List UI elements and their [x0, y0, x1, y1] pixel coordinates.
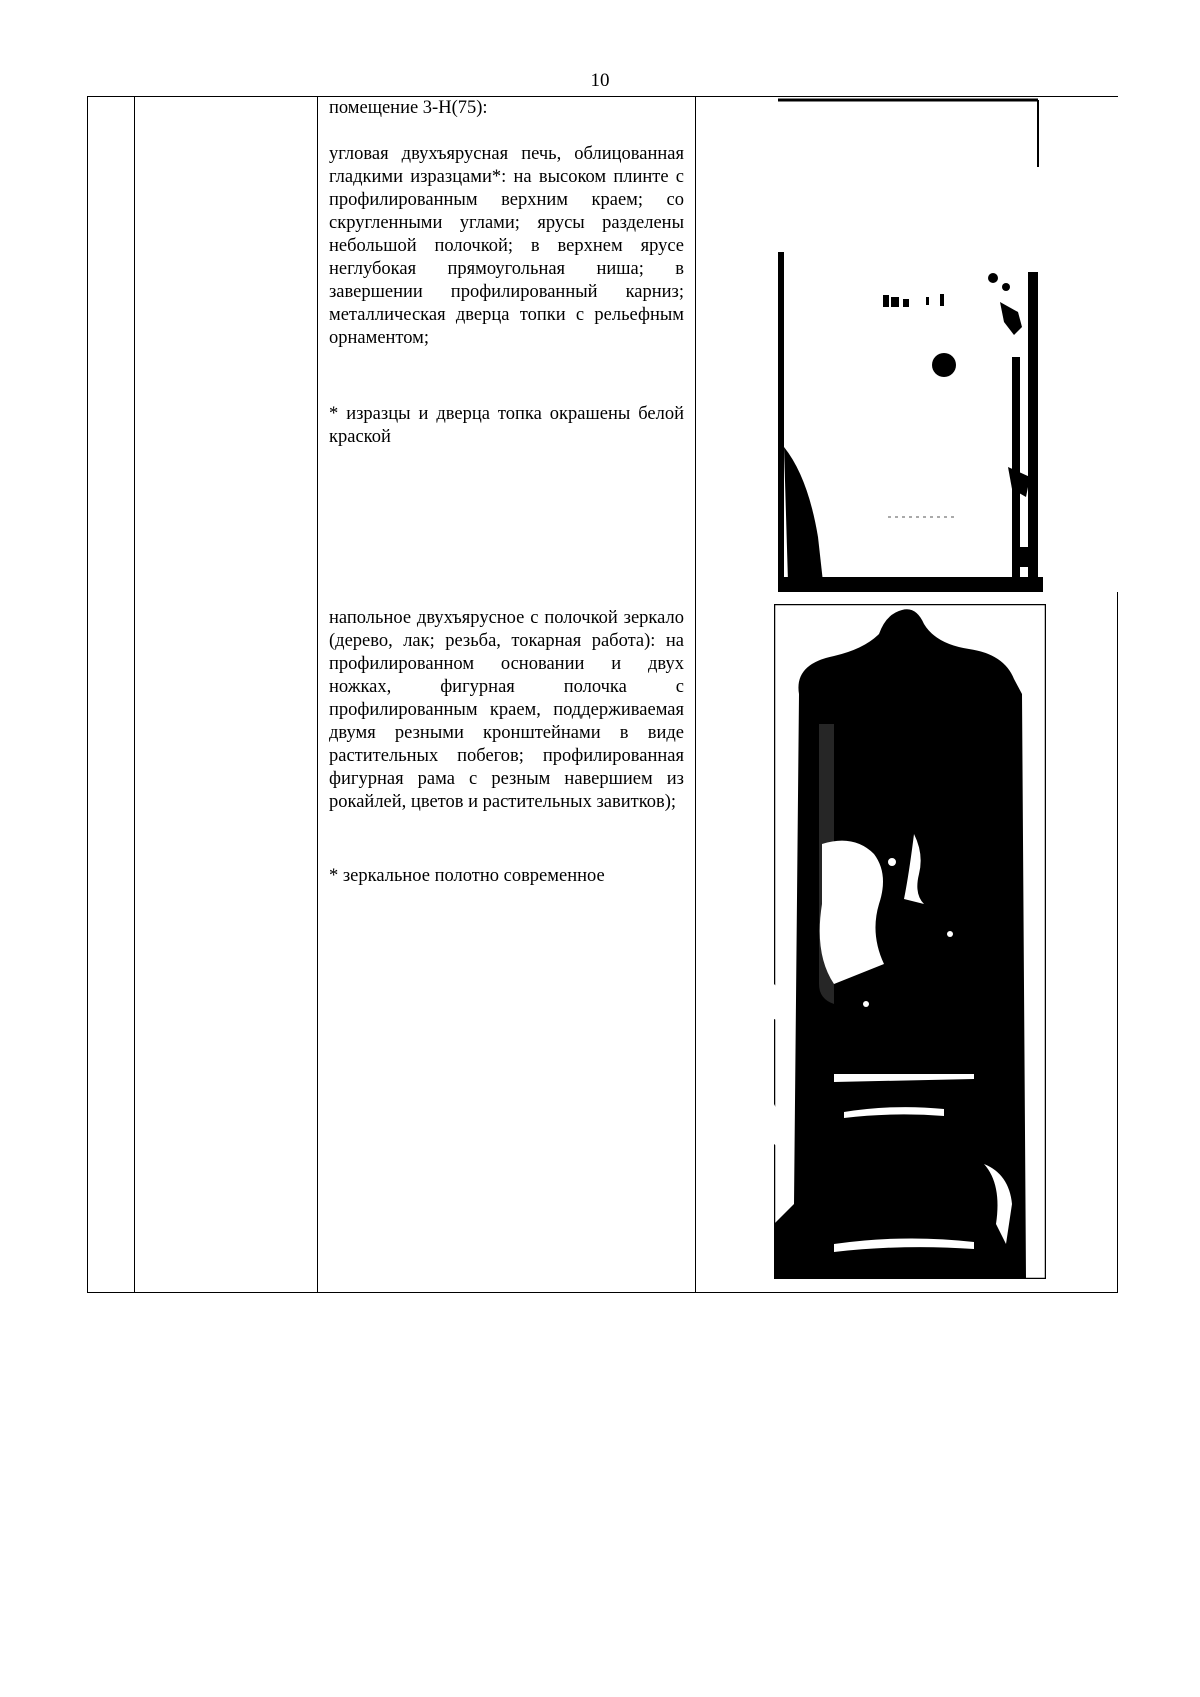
room-label: помещение 3-Н(75): [329, 98, 488, 118]
table-row [88, 97, 1118, 1293]
stove-photo [778, 97, 1123, 592]
mirror-photo [774, 604, 1046, 1279]
page-number: 10 [590, 70, 610, 91]
objects-table [87, 96, 1118, 1293]
name-cell [135, 97, 318, 1293]
image-cell [696, 97, 1118, 1293]
stove-note: * изразцы и дверца топка окрашены белой краской [329, 404, 684, 447]
description-cell [318, 97, 696, 1293]
mirror-description: напольное двухъярусное с полочкой зеркало (дерево, лак; резьба, токарная работа): на профилированном основании и двух ножках, фигурная полочка с профилированным краем, поддерживаемая двумя резными кронштейнами в виде растительных побегов; профилированная фигурная рама с резным навершием из рокайлей, цветов и растительных завитков); [329, 608, 684, 812]
mirror-note: * зеркальное полотно современное [329, 866, 605, 886]
stove-description: угловая двухъярусная печь, облицованная гладкими изразцами*: на высоком плинте с профилированным верхним краем; со скругленными углами; ярусы разделены небольшой полочкой; в верхнем ярусе неглубокая прямоугольная ниша; в завершении профилированный карниз; металлическая дверца топки с рельефным орнаментом; [329, 144, 684, 348]
number-cell [88, 97, 135, 1293]
